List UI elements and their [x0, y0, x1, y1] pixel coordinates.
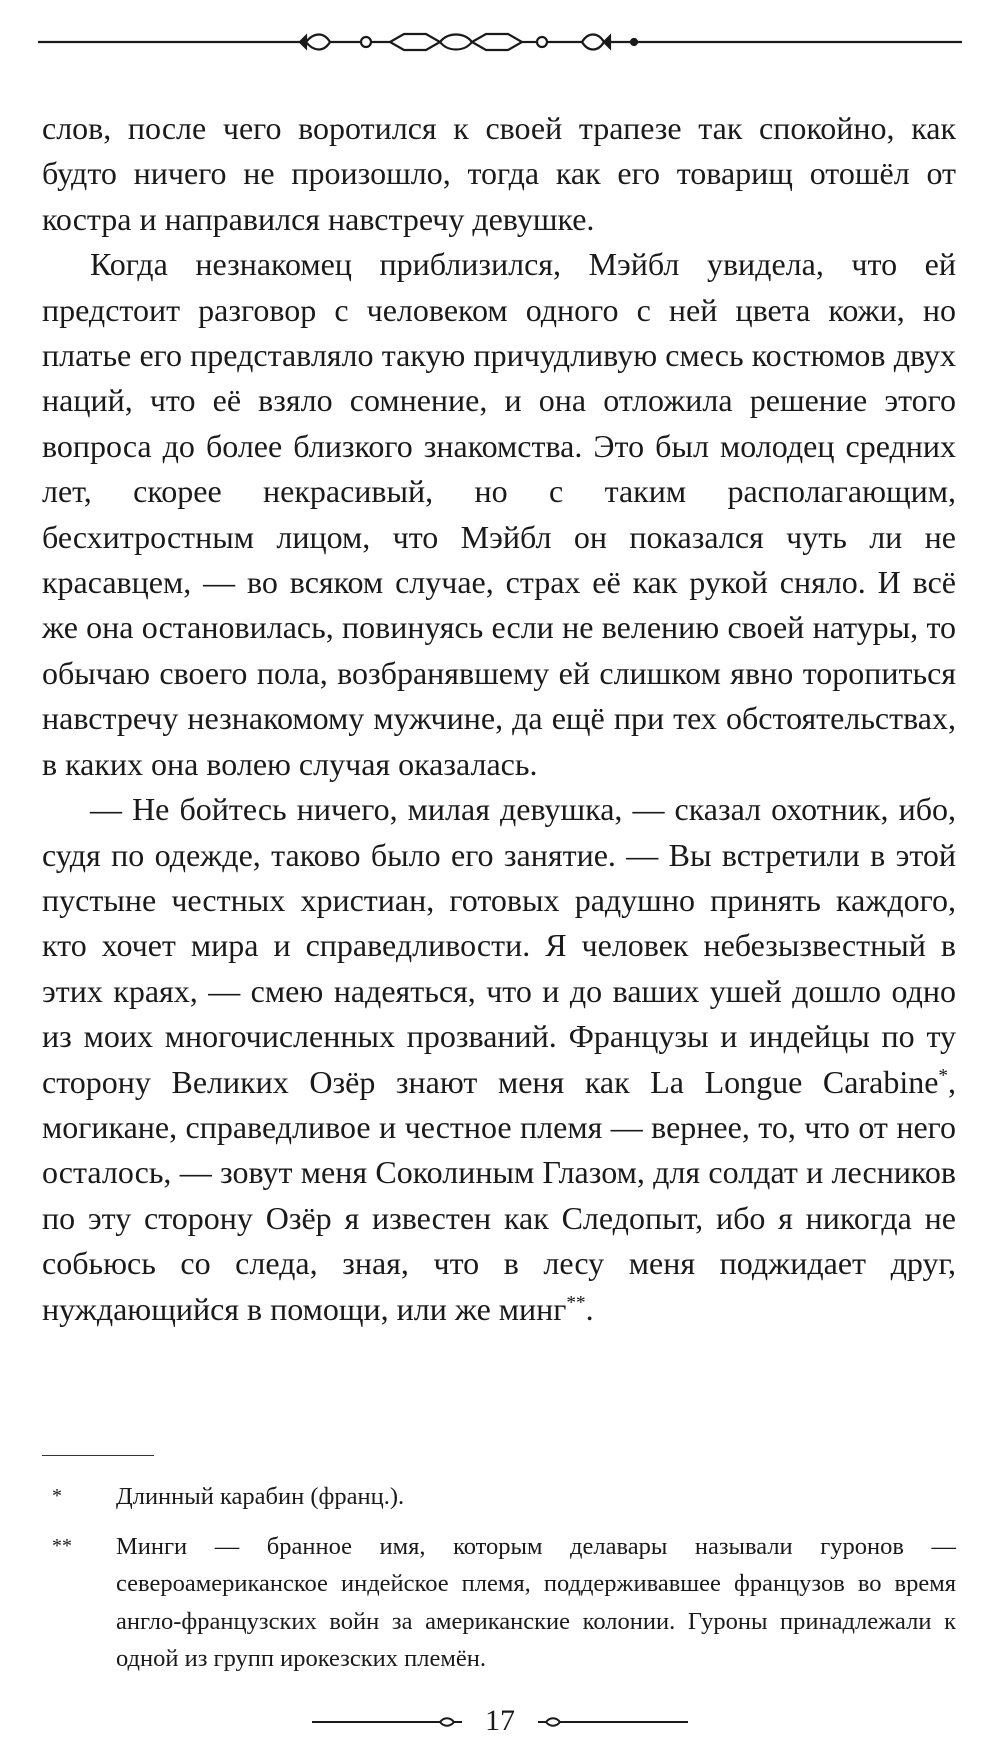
footnotes	[42, 1478, 956, 1690]
footnote-ref-2: **	[566, 1291, 586, 1313]
paragraph-3-part-1: — Не бойтесь ничего, милая девушка, — сказал охотник, ибо, судя по одежде, таково было его занятие. — Вы встретили в этой пустыне честных христиан, готовых радушно принять каждого, кто хочет мира и справедливости. Я человек небезызвестный в этих краях, — смею надеяться, что и до ваших ушей дошло одно из моих многочисленных прозваний. Французы и индейцы по ту сторону Великих Озёр знают меня как La Longue Carabine	[42, 791, 956, 1100]
page-number: 17	[485, 1704, 515, 1737]
main-text	[42, 106, 956, 1332]
paragraph-3-part-2: , могикане, справедливое и честное племя — вернее, то, что от него осталось, — зовут меня Соколиным Глазом, для солдат и лесников по эту сторону Озёр я известен как Следопыт, ибо я никогда не собьюсь со следа, зная, что в лесу меня поджидает друг, нуждающийся в помощи, или же минг	[42, 1063, 956, 1327]
footnote-divider	[42, 1455, 154, 1456]
footnote-text-1: Длинный карабин (франц.).	[116, 1483, 405, 1510]
footnote-ref-1: *	[938, 1064, 948, 1086]
header-ornament	[38, 28, 962, 62]
footnote-1	[42, 1478, 956, 1516]
footnote-marker-1: *	[52, 1485, 62, 1507]
paragraph-2: Когда незнакомец приблизился, Мэйбл увидела, что ей предстоит разговор с человеком одного с ней цвета кожи, но платье его представляло такую причудливую смесь костюмов двух наций, что её взяло сомнение, и она отложила решение этого вопроса до более близкого знакомства. Это был молодец средних лет, скорее некрасивый, но с таким располагающим, бесхитростным лицом, что Мэйбл он показался чуть ли не красавцем, — во всяком случае, страх её как рукой сняло. И всё же она остановилась, повинуясь если не велению своей натуры, то обычаю своего пола, возбранявшему ей слишком явно торопиться навстречу незнакомому мужчине, да ещё при тех обстоятельствах, в каких она волею случая оказалась.	[42, 246, 956, 782]
paragraph-1: слов, после чего воротился к своей трапезе так спокойно, как будто ничего не произошло, тогда как его товарищ отошёл от костра и направился навстречу девушке.	[42, 110, 956, 237]
paragraph-3-part-3: .	[585, 1290, 594, 1327]
footnote-text-2: Минги — бранное имя, которым делавары называли гуронов — североамериканское индейское племя, поддерживавшее французов во время англо-французских войн за американские колонии. Гуроны принадлежали к одной из групп ирокезских племён.	[116, 1532, 956, 1672]
footnote-2	[42, 1528, 956, 1678]
page-number-footer	[300, 1702, 700, 1742]
paragraph-3	[42, 787, 956, 1332]
footnote-marker-2: **	[52, 1534, 72, 1557]
